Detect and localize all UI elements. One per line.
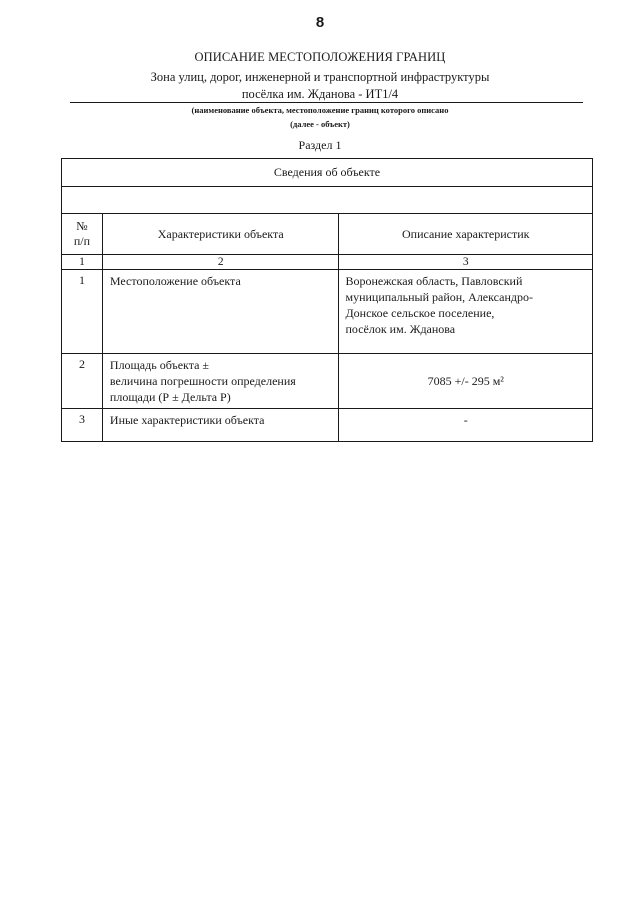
row-characteristic: Иные характеристики объекта — [102, 409, 339, 442]
column-number-row — [62, 255, 593, 270]
row-num: 1 — [62, 270, 103, 354]
characteristic-line: площади (Р ± Дельта Р) — [109, 390, 231, 404]
value-line: Воронежская область, Павловский — [345, 274, 523, 288]
section-title: Раздел 1 — [298, 138, 342, 152]
table-row — [62, 270, 593, 354]
row-value: - — [339, 409, 593, 442]
header-description: Описание характеристик — [339, 214, 593, 255]
object-name-line-2: посёлка им. Жданова - ИТ1/4 — [241, 87, 399, 101]
value-line: посёлок им. Жданова — [345, 322, 456, 336]
column-number: 2 — [102, 255, 339, 270]
row-value — [339, 270, 593, 354]
row-num: 2 — [62, 354, 103, 409]
page-number: 8 — [315, 14, 325, 31]
row-value: 7085 +/- 295 м² — [339, 354, 593, 409]
table-title: Сведения об объекте — [62, 159, 593, 187]
row-num: 3 — [62, 409, 103, 442]
value-line: муниципальный район, Александро- — [345, 290, 533, 304]
document-title: ОПИСАНИЕ МЕСТОПОЛОЖЕНИЯ ГРАНИЦ — [194, 50, 446, 64]
table-blank-row — [62, 187, 593, 214]
table-row — [62, 354, 593, 409]
row-characteristic — [102, 354, 339, 409]
characteristic-line: величина погрешности определения — [109, 374, 296, 388]
caption-line-1: (наименование объекта, местоположение границ которого описано — [191, 105, 449, 115]
column-number: 3 — [339, 255, 593, 270]
object-name-line-1: Зона улиц, дорог, инженерной и транспортной инфраструктуры — [150, 70, 490, 84]
caption-line-2: (далее - объект) — [290, 119, 350, 129]
value-line: Донское сельское поселение, — [345, 306, 495, 320]
header-num: № п/п — [62, 214, 103, 255]
row-characteristic: Местоположение объекта — [102, 270, 339, 354]
header-characteristics: Характеристики объекта — [102, 214, 339, 255]
table-row — [62, 409, 593, 442]
object-info-table — [61, 158, 593, 442]
underline-rule — [70, 102, 583, 103]
characteristic-line: Площадь объекта ± — [109, 358, 210, 372]
column-number: 1 — [62, 255, 103, 270]
